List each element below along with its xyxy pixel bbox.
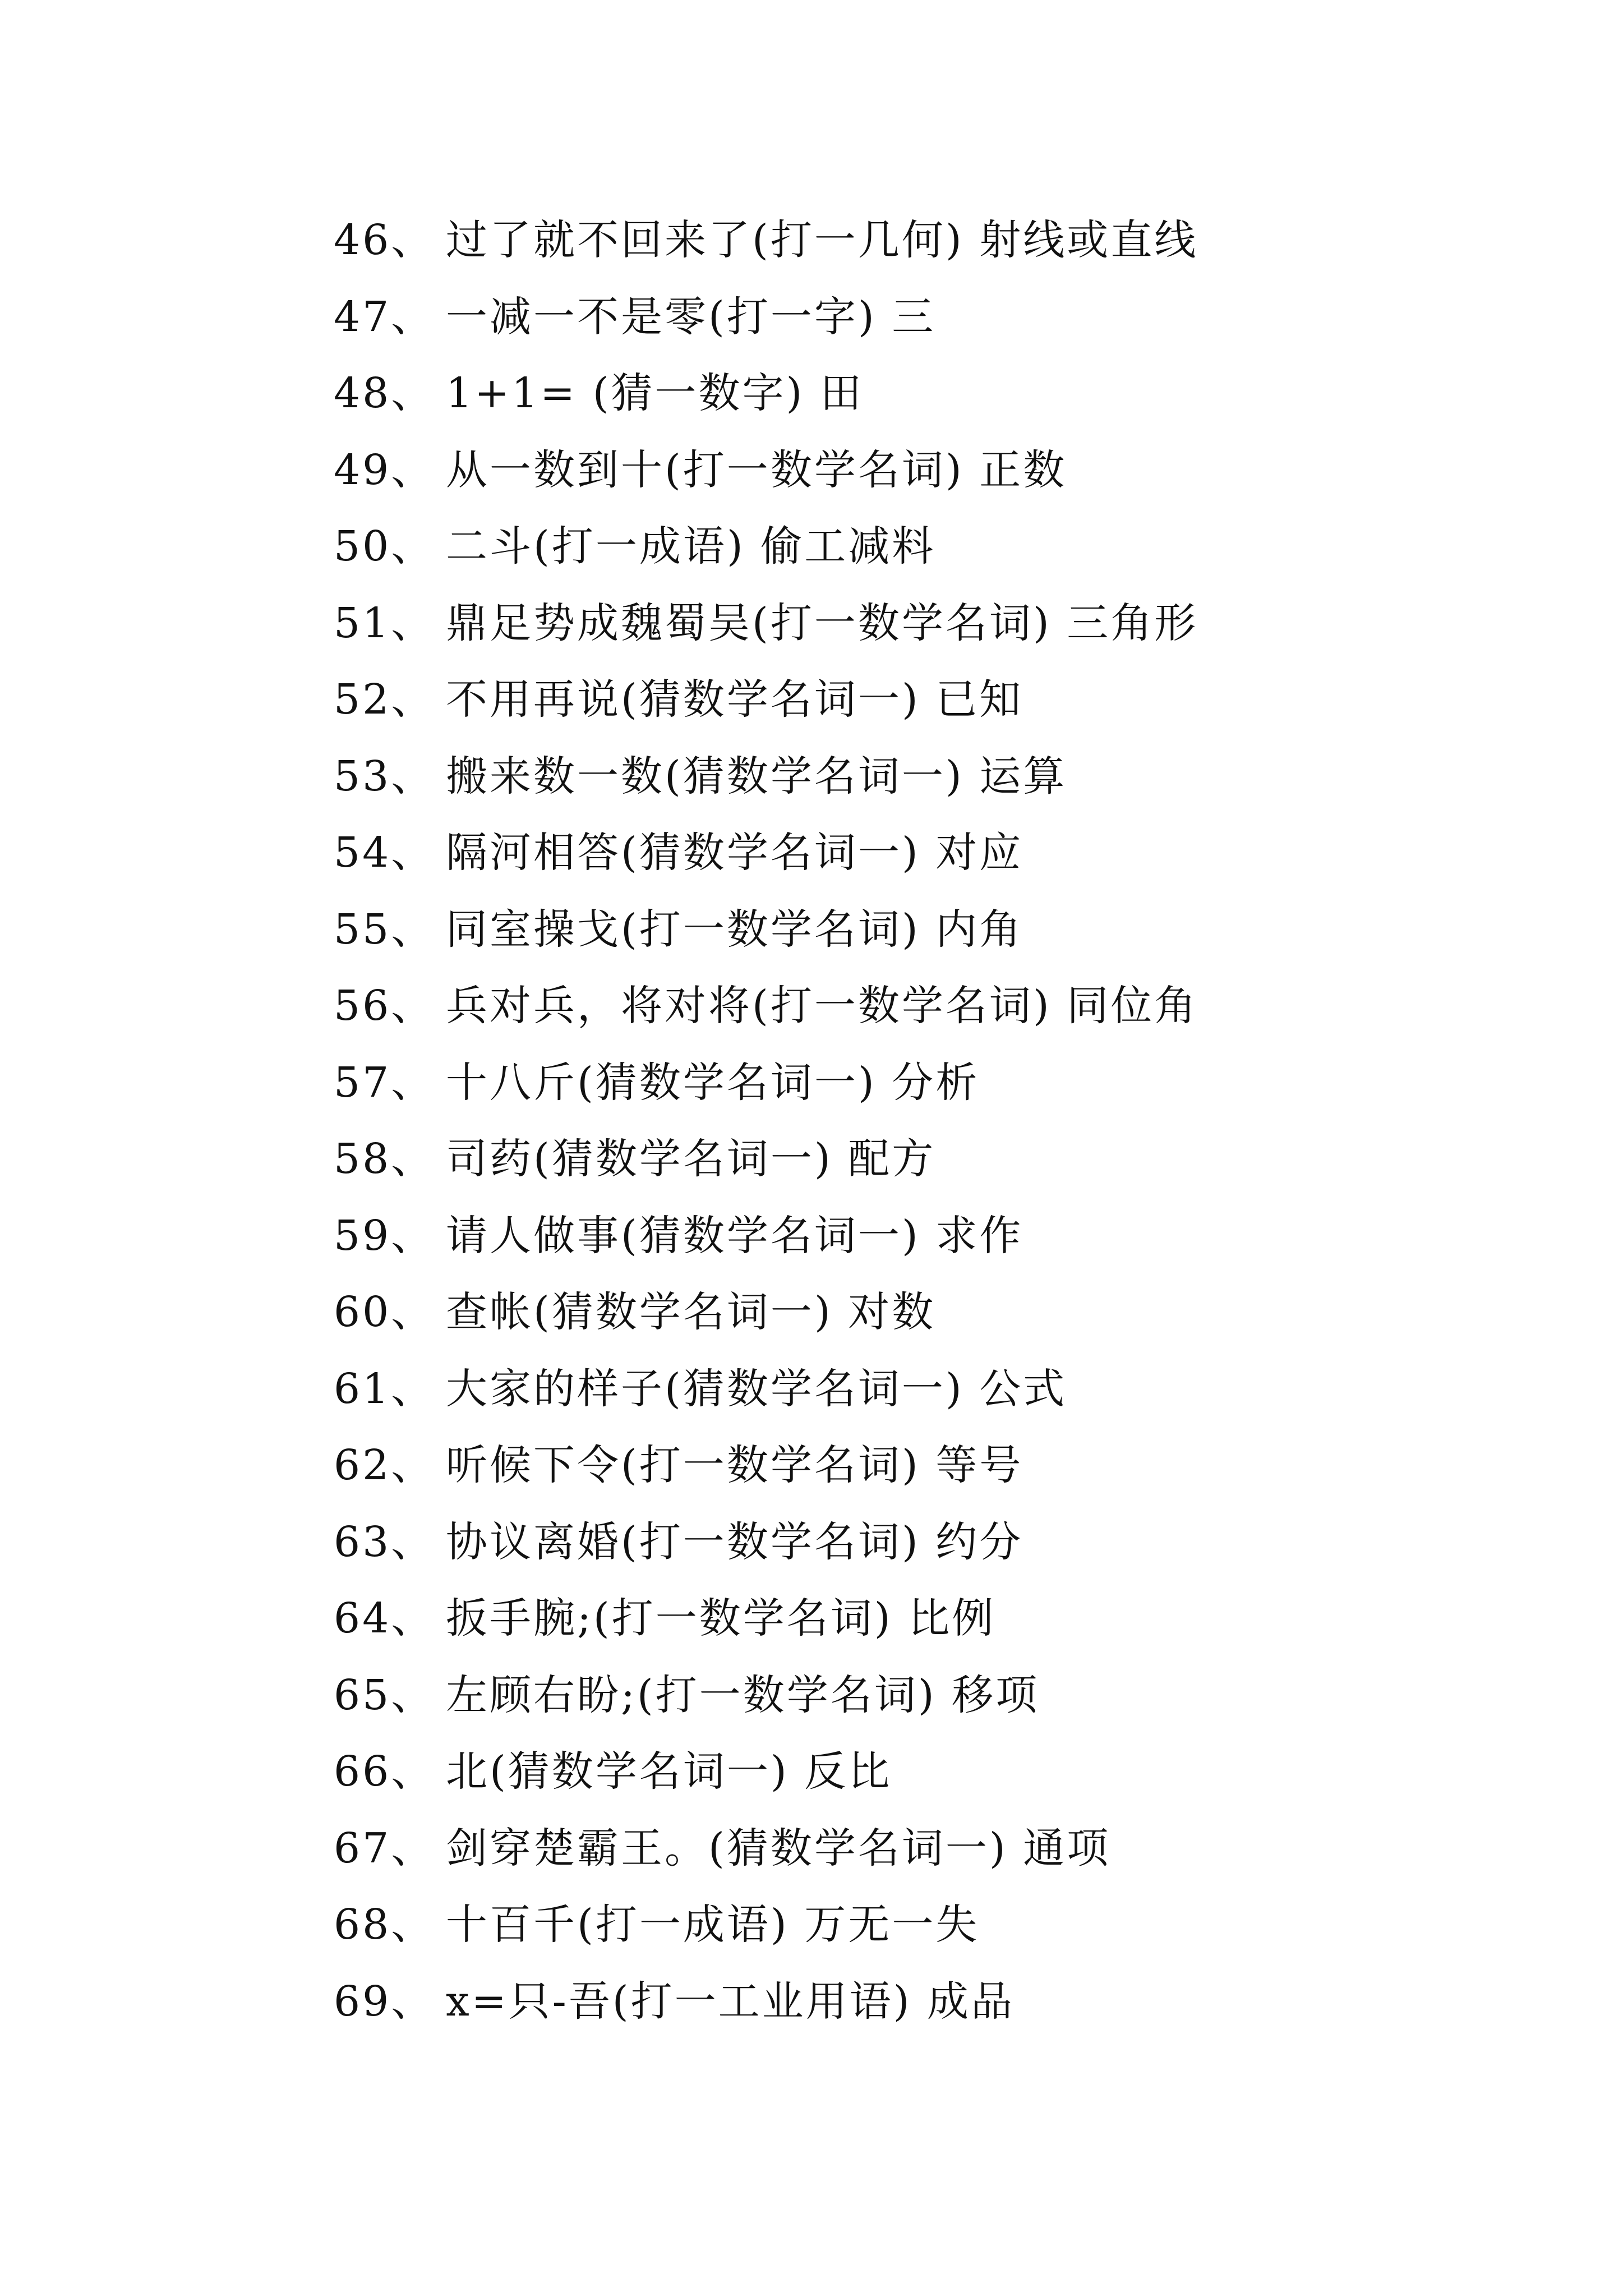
riddle-item	[334, 1287, 1511, 1364]
riddle-text: 1+1= (猜一数字) 田	[446, 369, 864, 417]
riddle-item	[334, 1976, 1511, 2053]
riddle-text: 请人做事(猜数学名词一) 求作	[446, 1211, 1023, 1260]
riddle-item	[334, 1057, 1511, 1134]
riddle-text: 一减一不是零(打一字) 三	[446, 292, 936, 341]
riddle-item	[334, 445, 1511, 522]
riddle-item	[334, 904, 1511, 981]
riddle-text: 剑穿楚霸王。(猜数学名词一) 通项	[446, 1824, 1111, 1872]
riddle-number: 59、	[334, 1211, 435, 1260]
riddle-item	[334, 1440, 1511, 1517]
riddle-number: 49、	[334, 445, 435, 494]
riddle-number: 55、	[334, 905, 435, 954]
riddle-number: 54、	[334, 829, 435, 877]
riddle-text: 查帐(猜数学名词一) 对数	[446, 1288, 936, 1336]
riddle-number: 68、	[334, 1901, 435, 1949]
riddle-number: 52、	[334, 675, 435, 724]
riddle-text: 十八斤(猜数学名词一) 分析	[446, 1058, 980, 1107]
riddle-number: 57、	[334, 1058, 435, 1107]
riddle-item	[334, 521, 1511, 598]
riddle-item	[334, 598, 1511, 675]
riddle-number: 61、	[334, 1364, 435, 1413]
riddle-text: 左顾右盼;(打一数学名词) 移项	[446, 1671, 1040, 1719]
riddle-item	[334, 981, 1511, 1057]
riddle-text: 二斗(打一成语) 偷工减料	[446, 522, 936, 570]
riddle-text: x=只-吾(打一工业用语) 成品	[446, 1977, 1015, 2026]
riddle-text: 十百千(打一成语) 万无一失	[446, 1901, 980, 1949]
riddle-number: 56、	[334, 982, 435, 1030]
riddle-item	[334, 292, 1511, 369]
riddle-item	[334, 827, 1511, 904]
riddle-number: 48、	[334, 369, 435, 417]
riddle-number: 58、	[334, 1135, 435, 1183]
riddle-item	[334, 674, 1511, 751]
riddle-item	[334, 1517, 1511, 1594]
riddle-text: 大家的样子(猜数学名词一) 公式	[446, 1364, 1067, 1413]
riddle-item	[334, 215, 1511, 292]
riddle-text: 协议离婚(打一数学名词) 约分	[446, 1517, 1023, 1566]
riddle-number: 66、	[334, 1747, 435, 1796]
riddle-text: 兵对兵，将对将(打一数学名词) 同位角	[446, 982, 1198, 1030]
riddle-number: 50、	[334, 522, 435, 570]
riddle-text: 北(猜数学名词一) 反比	[446, 1747, 892, 1796]
riddle-text: 同室操戈(打一数学名词) 内角	[446, 905, 1023, 954]
riddle-number: 47、	[334, 292, 435, 341]
riddle-number: 64、	[334, 1594, 435, 1642]
riddle-number: 51、	[334, 599, 435, 647]
riddle-item	[334, 1746, 1511, 1823]
riddle-number: 65、	[334, 1671, 435, 1719]
riddle-number: 62、	[334, 1441, 435, 1489]
riddle-number: 67、	[334, 1824, 435, 1872]
riddle-number: 69、	[334, 1977, 435, 2026]
riddle-number: 63、	[334, 1517, 435, 1566]
riddle-text: 不用再说(猜数学名词一) 已知	[446, 675, 1023, 724]
riddle-text: 扳手腕;(打一数学名词) 比例	[446, 1594, 996, 1642]
riddle-number: 53、	[334, 752, 435, 800]
riddle-list	[334, 215, 1511, 2053]
riddle-item	[334, 1593, 1511, 1670]
riddle-item	[334, 1211, 1511, 1287]
riddle-text: 从一数到十(打一数学名词) 正数	[446, 445, 1067, 494]
riddle-item	[334, 1364, 1511, 1441]
riddle-text: 过了就不回来了(打一几何) 射线或直线	[446, 216, 1198, 264]
riddle-item	[334, 1899, 1511, 1976]
riddle-text: 隔河相答(猜数学名词一) 对应	[446, 829, 1023, 877]
riddle-item	[334, 1823, 1511, 1900]
riddle-item	[334, 1134, 1511, 1211]
riddle-item	[334, 1670, 1511, 1747]
riddle-text: 搬来数一数(猜数学名词一) 运算	[446, 752, 1067, 800]
riddle-text: 听候下令(打一数学名词) 等号	[446, 1441, 1023, 1489]
riddle-number: 60、	[334, 1288, 435, 1336]
riddle-text: 司药(猜数学名词一) 配方	[446, 1135, 936, 1183]
riddle-number: 46、	[334, 216, 435, 264]
riddle-item	[334, 368, 1511, 445]
riddle-text: 鼎足势成魏蜀吴(打一数学名词) 三角形	[446, 599, 1198, 647]
riddle-item	[334, 751, 1511, 828]
